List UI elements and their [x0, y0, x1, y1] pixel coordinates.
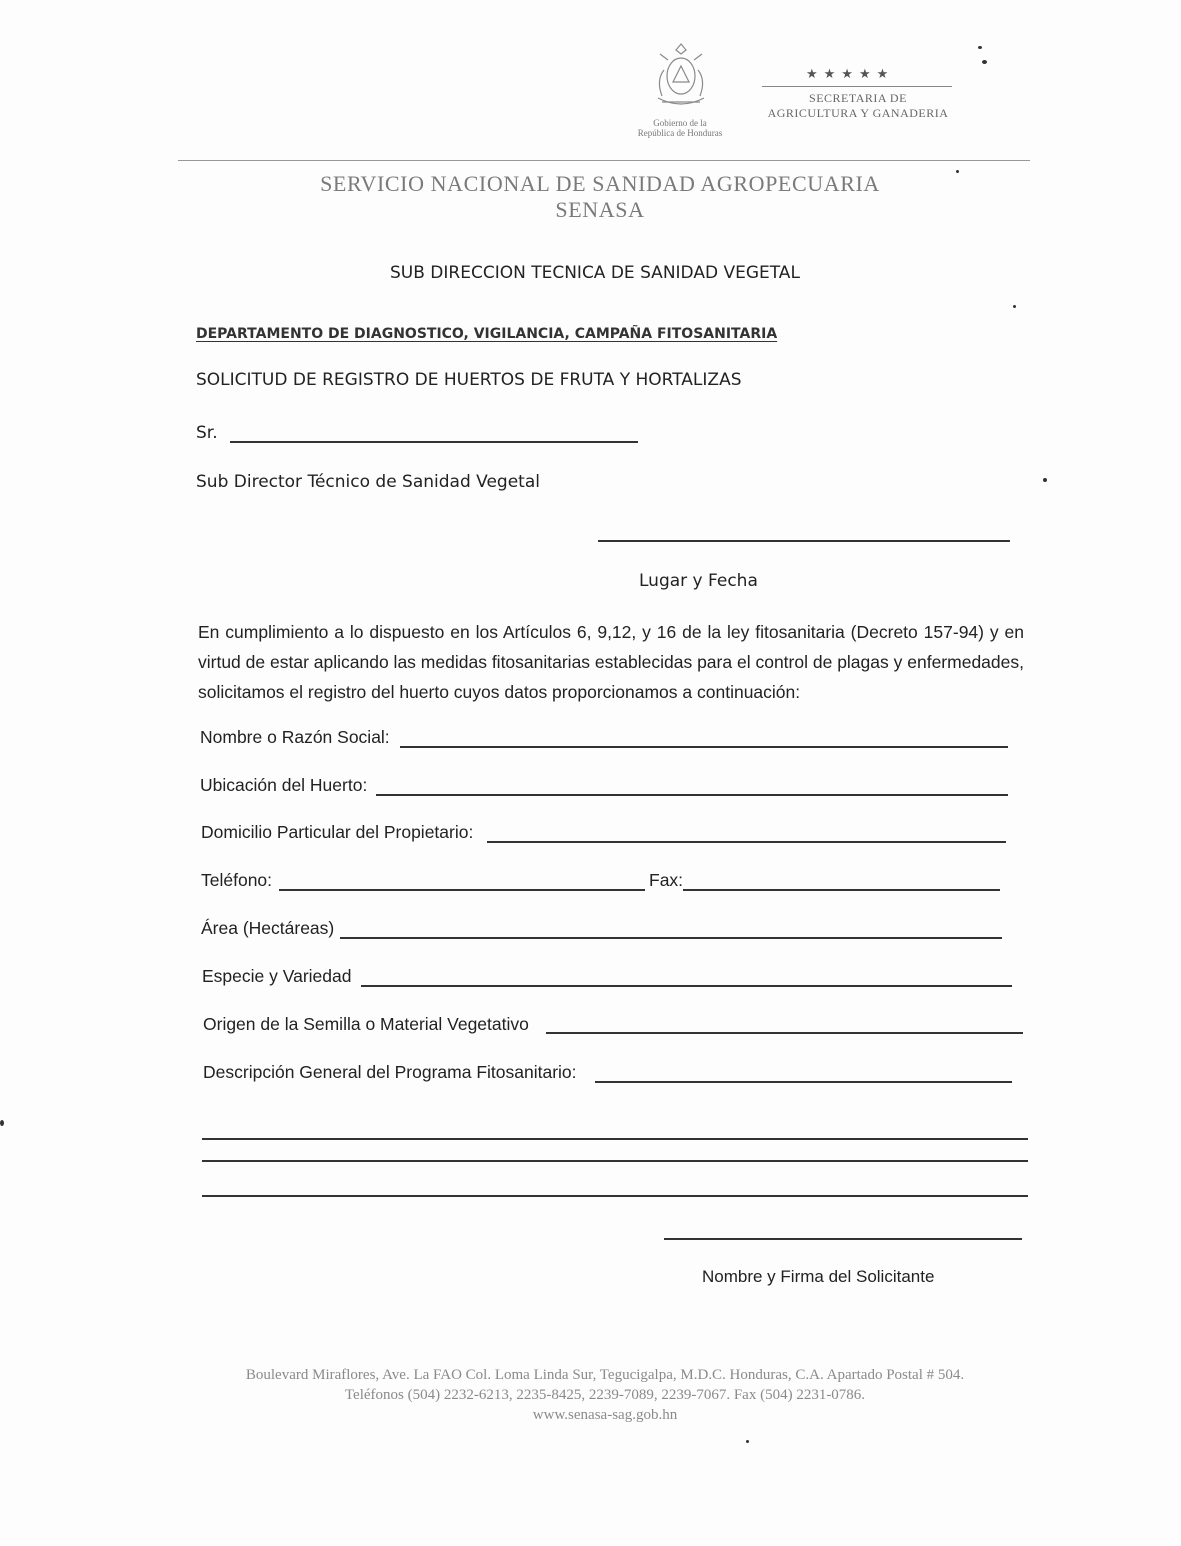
addressee-name-line[interactable]: [230, 441, 638, 443]
field-origin-line[interactable]: [546, 1032, 1023, 1034]
salutation: Sr.: [196, 423, 218, 443]
scan-speck: [746, 1440, 749, 1443]
intro-paragraph: En cumplimiento a lo dispuesto en los Artículos 6, 9,12, y 16 de la ley fitosanitaria (Decreto 157-94) y en virtud de estar aplicando las medidas fitosanitarias establecidas para el control de plagas y enfermedades, solicitamos el registro del huerto cuyos datos proporcionamos a continuación:: [198, 622, 1024, 702]
government-line-1: Gobierno de la: [653, 118, 707, 128]
field-address-label: Domicilio Particular del Propietario:: [201, 822, 474, 842]
signature-label: Nombre y Firma del Solicitante: [702, 1267, 935, 1286]
program-extra-line-1[interactable]: [202, 1138, 1028, 1140]
field-phone-line[interactable]: [279, 889, 645, 891]
field-fax-label: Fax:: [649, 870, 684, 890]
place-date-line[interactable]: [598, 540, 1010, 542]
subdirection-title: SUB DIRECCION TECNICA DE SANIDAD VEGETAL: [390, 263, 800, 283]
scan-speck: [978, 46, 982, 49]
scan-speck: [982, 60, 987, 64]
field-location-label: Ubicación del Huerto:: [200, 775, 368, 795]
field-name-label: Nombre o Razón Social:: [200, 727, 390, 747]
field-area-line[interactable]: [340, 937, 1002, 939]
sag-line-2: AGRICULTURA Y GANADERIA: [767, 106, 949, 120]
field-species-line[interactable]: [361, 985, 1012, 987]
field-origin-label: Origen de la Semilla o Material Vegetativo: [203, 1014, 529, 1034]
footer-phones: Teléfonos (504) 2232-6213, 2235-8425, 2239-7089, 2239-7067. Fax (504) 2231-0786.: [344, 1387, 866, 1403]
agency-name: SERVICIO NACIONAL DE SANIDAD AGROPECUARIA: [320, 171, 880, 196]
field-species-label: Especie y Variedad: [202, 966, 352, 986]
program-extra-line-2[interactable]: [202, 1160, 1028, 1162]
footer-address: Boulevard Miraflores, Ave. La FAO Col. Loma Linda Sur, Tegucigalpa, M.D.C. Honduras, C.A. Apartado Postal # 504.: [245, 1367, 965, 1383]
field-name-line[interactable]: [400, 746, 1008, 748]
government-line-2: República de Honduras: [637, 128, 723, 138]
signature-line[interactable]: [664, 1238, 1022, 1240]
agency-title: [250, 171, 950, 223]
sag-line-1: SECRETARIA DE: [809, 91, 907, 105]
scan-speck: [956, 170, 959, 173]
scan-speck: [1043, 478, 1047, 482]
field-fax-line[interactable]: [683, 889, 1000, 891]
field-area-label: Área (Hectáreas): [201, 918, 335, 938]
field-program-line[interactable]: [595, 1081, 1012, 1083]
sag-stars: ★★★★★: [806, 66, 895, 81]
coat-of-arms-icon: [648, 40, 714, 114]
department-title: DEPARTAMENTO DE DIAGNOSTICO, VIGILANCIA, CAMPAÑA FITOSANITARIA: [196, 326, 778, 342]
program-extra-line-3[interactable]: [202, 1195, 1028, 1197]
government-seal: [648, 40, 714, 114]
sag-label: [750, 91, 966, 121]
field-location-line[interactable]: [376, 794, 1008, 796]
place-date-label: Lugar y Fecha: [639, 571, 758, 591]
scan-speck: [1013, 305, 1016, 308]
scan-speck: [0, 1120, 4, 1126]
header-rule: [178, 160, 1030, 161]
addressee-role: Sub Director Técnico de Sanidad Vegetal: [196, 472, 540, 492]
footer: [100, 1365, 1110, 1425]
footer-website: www.senasa-sag.gob.hn: [532, 1407, 678, 1423]
sag-rule: [762, 86, 952, 87]
field-phone-label: Teléfono:: [201, 870, 273, 890]
request-title: SOLICITUD DE REGISTRO DE HUERTOS DE FRUTA Y HORTALIZAS: [196, 370, 742, 390]
agency-acronym: SENASA: [555, 197, 645, 222]
field-address-line[interactable]: [487, 841, 1006, 843]
field-program-label: Descripción General del Programa Fitosanitario:: [203, 1062, 577, 1082]
government-label: [600, 118, 760, 138]
